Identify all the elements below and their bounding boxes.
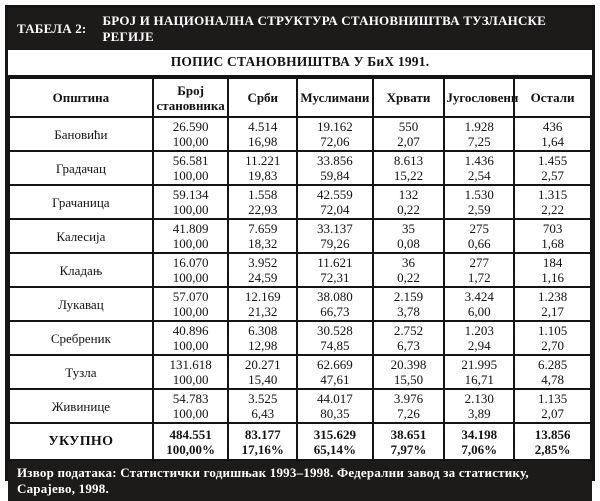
muslims-cell xyxy=(297,151,373,185)
cell-value: 1.928 xyxy=(464,119,494,134)
others-cell xyxy=(514,287,591,321)
total-cell xyxy=(153,423,229,460)
yugoslavs-cell xyxy=(444,321,514,355)
cell-pct: 0,66 xyxy=(467,236,491,251)
population-cell xyxy=(153,219,229,253)
cell-pct: 7,26 xyxy=(397,406,420,421)
cell-pct: 16,71 xyxy=(464,372,494,387)
total-pct: 7,97% xyxy=(390,441,427,457)
source-note: Извор података: Статистички годишњак 1993–1998. Федерални завод за статистику, Сарајево, 1998. xyxy=(8,461,592,501)
population-cell xyxy=(153,355,229,389)
table-row xyxy=(9,117,591,151)
municipality-name: Кладањ xyxy=(9,253,153,287)
cell-value: 30.528 xyxy=(317,323,353,338)
cell-value: 3.976 xyxy=(393,391,424,406)
croats-cell xyxy=(373,253,445,287)
cell-pct: 72,31 xyxy=(320,270,350,285)
cell-pct: 7,25 xyxy=(467,134,491,149)
others-cell xyxy=(514,185,591,219)
cell-value: 131.618 xyxy=(169,357,212,372)
total-value: 484.551 xyxy=(169,426,212,442)
table-title-bar xyxy=(8,8,592,50)
cell-value: 1.203 xyxy=(464,323,494,338)
cell-pct: 6,73 xyxy=(397,338,420,353)
table-subtitle: ПОПИС СТАНОВНИШТВА У БиХ 1991. xyxy=(8,50,592,77)
cell-pct: 72,04 xyxy=(320,202,350,217)
municipality-name: Бановићи xyxy=(9,117,153,151)
cell-pct: 74,85 xyxy=(320,338,350,353)
cell-value: 57.070 xyxy=(172,289,209,304)
cell-pct: 2,54 xyxy=(467,168,491,183)
cell-value: 20.398 xyxy=(390,357,427,372)
cell-value: 19.162 xyxy=(317,119,353,134)
cell-pct: 6,43 xyxy=(251,406,275,421)
cell-value: 1.135 xyxy=(537,391,568,406)
cell-pct: 2,07 xyxy=(541,406,564,421)
muslims-cell xyxy=(297,185,373,219)
muslims-cell xyxy=(297,253,373,287)
cell-value: 16.070 xyxy=(172,255,209,270)
cell-pct: 2,70 xyxy=(541,338,564,353)
column-header-broj-stanovnika: Број становника xyxy=(153,78,229,117)
cell-pct: 100,00 xyxy=(172,372,209,387)
cell-pct: 4,78 xyxy=(541,372,564,387)
total-row xyxy=(9,423,591,460)
croats-cell xyxy=(373,151,445,185)
column-header-hrvati: Хрвати xyxy=(373,78,445,117)
cell-pct: 3,78 xyxy=(397,304,420,319)
cell-value: 21.995 xyxy=(461,357,498,372)
cell-value: 1.530 xyxy=(464,187,494,202)
croats-cell xyxy=(373,287,445,321)
table-row xyxy=(9,253,591,287)
cell-value: 550 xyxy=(398,119,419,134)
cell-pct: 18,32 xyxy=(248,236,278,251)
cell-pct: 2,94 xyxy=(467,338,491,353)
cell-value: 33.856 xyxy=(317,153,353,168)
cell-pct: 6,00 xyxy=(467,304,491,319)
yugoslavs-cell xyxy=(444,287,514,321)
total-cell xyxy=(373,423,445,460)
cell-pct: 100,00 xyxy=(172,338,209,353)
cell-value: 1.238 xyxy=(537,289,568,304)
municipality-name: Тузла xyxy=(9,355,153,389)
cell-value: 436 xyxy=(542,119,563,134)
cell-value: 703 xyxy=(542,221,563,236)
cell-pct: 2,57 xyxy=(541,168,564,183)
croats-cell xyxy=(373,185,445,219)
cell-value: 56.581 xyxy=(172,153,209,168)
cell-pct: 100,00 xyxy=(172,134,209,149)
serbs-cell xyxy=(228,219,297,253)
serbs-cell xyxy=(228,389,297,423)
cell-pct: 100,00 xyxy=(172,202,209,217)
cell-value: 3.525 xyxy=(248,391,278,406)
cell-value: 3.424 xyxy=(464,289,494,304)
cell-value: 132 xyxy=(398,187,419,202)
table-frame xyxy=(5,5,595,496)
cell-pct: 79,26 xyxy=(320,236,350,251)
cell-value: 8.613 xyxy=(393,153,424,168)
yugoslavs-cell xyxy=(444,355,514,389)
cell-value: 26.590 xyxy=(172,119,209,134)
cell-pct: 2,22 xyxy=(541,202,564,217)
cell-pct: 66,73 xyxy=(320,304,350,319)
header-row xyxy=(9,78,591,117)
cell-pct: 1,16 xyxy=(541,270,564,285)
cell-value: 38.080 xyxy=(317,289,353,304)
croats-cell xyxy=(373,117,445,151)
serbs-cell xyxy=(228,151,297,185)
croats-cell xyxy=(373,219,445,253)
cell-value: 11.221 xyxy=(245,153,281,168)
cell-value: 2.130 xyxy=(464,391,494,406)
yugoslavs-cell xyxy=(444,151,514,185)
municipality-name: Сребреник xyxy=(9,321,153,355)
cell-pct: 47,61 xyxy=(320,372,350,387)
yugoslavs-cell xyxy=(444,253,514,287)
yugoslavs-cell xyxy=(444,219,514,253)
cell-value: 33.137 xyxy=(317,221,353,236)
column-header-srbi: Срби xyxy=(228,78,297,117)
cell-value: 20.271 xyxy=(244,357,281,372)
cell-pct: 1,72 xyxy=(467,270,491,285)
population-cell xyxy=(153,287,229,321)
table-row xyxy=(9,355,591,389)
muslims-cell xyxy=(297,389,373,423)
column-header-muslimani: Муслимани xyxy=(297,78,373,117)
municipality-name: Калесија xyxy=(9,219,153,253)
cell-value: 36 xyxy=(402,255,416,270)
total-pct: 100,00% xyxy=(166,441,215,457)
cell-pct: 1,68 xyxy=(541,236,564,251)
population-table xyxy=(8,77,592,461)
cell-value: 40.896 xyxy=(172,323,209,338)
yugoslavs-cell xyxy=(444,389,514,423)
total-cell xyxy=(514,423,591,460)
table-row xyxy=(9,321,591,355)
others-cell xyxy=(514,117,591,151)
total-value: 34.198 xyxy=(461,426,498,442)
municipality-name: Грачаница xyxy=(9,185,153,219)
serbs-cell xyxy=(228,287,297,321)
municipality-name: Живинице xyxy=(9,389,153,423)
table-row xyxy=(9,389,591,423)
municipality-name: Градачац xyxy=(9,151,153,185)
cell-pct: 1,64 xyxy=(541,134,564,149)
yugoslavs-cell xyxy=(444,117,514,151)
column-header-opstina: Општина xyxy=(9,78,153,117)
serbs-cell xyxy=(228,321,297,355)
total-cell xyxy=(228,423,297,460)
cell-value: 44.017 xyxy=(317,391,353,406)
total-value: 13.856 xyxy=(534,426,571,442)
cell-value: 59.134 xyxy=(172,187,209,202)
cell-value: 2.159 xyxy=(393,289,424,304)
cell-value: 1.315 xyxy=(537,187,568,202)
cell-pct: 3,89 xyxy=(467,406,491,421)
column-header-ostali: Остали xyxy=(514,78,591,117)
cell-pct: 2,59 xyxy=(467,202,491,217)
others-cell xyxy=(514,219,591,253)
cell-pct: 22,93 xyxy=(248,202,278,217)
serbs-cell xyxy=(228,253,297,287)
muslims-cell xyxy=(297,219,373,253)
cell-value: 2.752 xyxy=(393,323,424,338)
muslims-cell xyxy=(297,355,373,389)
cell-pct: 100,00 xyxy=(172,236,209,251)
others-cell xyxy=(514,321,591,355)
cell-value: 12.169 xyxy=(244,289,281,304)
table-row xyxy=(9,287,591,321)
cell-value: 3.952 xyxy=(248,255,278,270)
cell-pct: 15,22 xyxy=(393,168,424,183)
cell-value: 35 xyxy=(402,221,416,236)
serbs-cell xyxy=(228,185,297,219)
table-title: БРОЈ И НАЦИОНАЛНА СТРУКТУРА СТАНОВНИШТВА ТУЗЛАНСКЕ РЕГИЈЕ xyxy=(102,13,547,44)
cell-value: 275 xyxy=(469,221,489,236)
cell-value: 1.436 xyxy=(464,153,494,168)
cell-pct: 72,06 xyxy=(320,134,350,149)
cell-value: 277 xyxy=(469,255,489,270)
total-value: 38.651 xyxy=(390,426,427,442)
total-pct: 7,06% xyxy=(461,441,498,457)
others-cell xyxy=(514,389,591,423)
serbs-cell xyxy=(228,117,297,151)
cell-value: 41.809 xyxy=(172,221,209,236)
croats-cell xyxy=(373,355,445,389)
total-label: УКУПНО xyxy=(9,423,153,460)
cell-value: 42.559 xyxy=(317,187,353,202)
table-row xyxy=(9,185,591,219)
cell-pct: 0,22 xyxy=(397,270,420,285)
cell-pct: 100,00 xyxy=(172,406,209,421)
muslims-cell xyxy=(297,117,373,151)
muslims-cell xyxy=(297,321,373,355)
cell-value: 11.621 xyxy=(317,255,353,270)
cell-pct: 15,40 xyxy=(248,372,278,387)
cell-pct: 24,59 xyxy=(248,270,278,285)
muslims-cell xyxy=(297,287,373,321)
cell-pct: 100,00 xyxy=(172,168,209,183)
croats-cell xyxy=(373,321,445,355)
cell-pct: 16,98 xyxy=(248,134,278,149)
others-cell xyxy=(514,253,591,287)
cell-value: 7.659 xyxy=(248,221,278,236)
cell-pct: 12,98 xyxy=(248,338,278,353)
table-number-label: ТАБЕЛА 2: xyxy=(17,21,87,36)
cell-value: 184 xyxy=(542,255,563,270)
yugoslavs-cell xyxy=(444,185,514,219)
total-pct: 17,16% xyxy=(241,441,284,457)
population-cell xyxy=(153,389,229,423)
table-total xyxy=(9,423,591,460)
cell-pct: 21,32 xyxy=(248,304,278,319)
cell-pct: 100,00 xyxy=(172,304,209,319)
total-cell xyxy=(444,423,514,460)
table-row xyxy=(9,151,591,185)
total-pct: 2,85% xyxy=(534,441,571,457)
cell-pct: 2,07 xyxy=(397,134,420,149)
serbs-cell xyxy=(228,355,297,389)
population-cell xyxy=(153,321,229,355)
total-pct: 65,14% xyxy=(313,441,357,457)
cell-value: 4.514 xyxy=(248,119,278,134)
column-header-jugosloveni: Југословени xyxy=(444,78,514,117)
cell-pct: 80,35 xyxy=(320,406,350,421)
population-cell xyxy=(153,151,229,185)
croats-cell xyxy=(373,389,445,423)
cell-pct: 59,84 xyxy=(320,168,350,183)
cell-value: 1.105 xyxy=(537,323,568,338)
cell-value: 54.783 xyxy=(172,391,209,406)
table-row xyxy=(9,219,591,253)
others-cell xyxy=(514,151,591,185)
cell-value: 6.308 xyxy=(248,323,278,338)
others-cell xyxy=(514,355,591,389)
cell-pct: 15,50 xyxy=(393,372,424,387)
cell-pct: 0,08 xyxy=(397,236,420,251)
cell-value: 1.558 xyxy=(248,187,278,202)
cell-pct: 19,83 xyxy=(248,168,278,183)
total-cell xyxy=(297,423,373,460)
population-cell xyxy=(153,253,229,287)
population-cell xyxy=(153,185,229,219)
municipality-name: Лукавац xyxy=(9,287,153,321)
cell-pct: 100,00 xyxy=(172,270,209,285)
population-cell xyxy=(153,117,229,151)
cell-pct: 2,17 xyxy=(541,304,564,319)
table-header xyxy=(9,78,591,117)
cell-pct: 0,22 xyxy=(397,202,420,217)
table-body xyxy=(9,117,591,423)
cell-value: 6.285 xyxy=(537,357,568,372)
cell-value: 62.669 xyxy=(317,357,353,372)
total-value: 83.177 xyxy=(244,426,281,442)
total-value: 315.629 xyxy=(313,426,357,442)
cell-value: 1.455 xyxy=(537,153,568,168)
